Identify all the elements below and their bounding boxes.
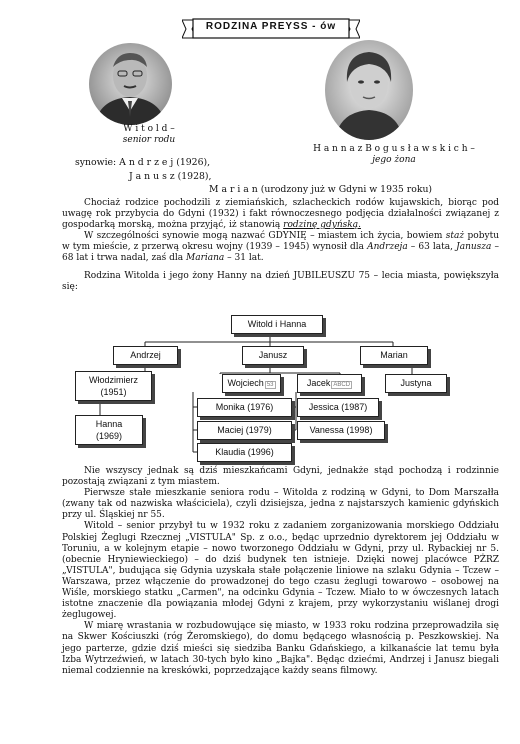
emphasis-gdynian-family: rodzinę gdyńską. <box>283 220 361 231</box>
mother-portrait <box>325 40 413 140</box>
father-portrait <box>89 43 172 125</box>
page-title: RODZINA PREYSS - ów <box>205 21 337 32</box>
paragraph-jubilee: Rodzina Witolda i jego żony Hanny na dzień JUBILEUSZU 75 – lecia miasta, powiększyła się: <box>62 270 499 292</box>
son-marian-note: (urodzony już w Gdyni w 1935 roku) <box>260 184 433 196</box>
sons-label: synowie: <box>75 157 117 168</box>
tree-node-maciej: Maciej (1979) <box>197 421 292 440</box>
tree-node-andrzej: Andrzej <box>113 346 178 365</box>
son-janusz: J a n u s z (1928), <box>129 170 212 182</box>
tree-node-jessica: Jessica (1987) <box>297 398 379 417</box>
father-caption <box>113 124 185 146</box>
father-role: senior rodu <box>122 135 176 145</box>
signature-stamp: 53 <box>266 382 274 388</box>
father-name: W i t o l d – <box>123 124 175 134</box>
son-marian: M a r i a n <box>209 184 258 196</box>
paragraph-vistula: Witold – senior przybył tu w 1932 roku z zadaniem zorganizowania morskiego Oddziału Polskiej Żeglugi Rzecznej „VISTULA" Sp. z o.o., będąc uprzednio dyrektorem jej Oddziału w Toruniu, a w kolejnym etapie – nowo tworzonego Oddziału w Gdyni, przy ul. Rybackiej nr 5. (obecnie Hryniewieckiego) – do dziś budynek ten istnieje. Dzięki nowej placówce PŻRZ „VISTULA", budująca się Gdynia uzyskała stałe połączenie liniowe na szlaku Gdynia – Tczew – Warszawa, przez włączenie do prowadzonej do tego czasu żeglugi towarowo – osobowej na Wiśle, morskiego statku „Carmen", na odcinku Gdynia – Tczew. Miało to w ówczesnych latach istotne znaczenie dla powiązania młodej Gdyni z krajem, przy wykorzystaniu wiślanej drogi żeglugowej. <box>62 521 499 621</box>
tree-node-root: Witold i Hanna <box>231 315 323 334</box>
tree-node-justyna: Justyna <box>385 374 447 393</box>
sons-list <box>75 156 432 197</box>
tree-node-vanessa: Vanessa (1998) <box>297 421 385 440</box>
paragraph-origins: Chociaż rodzice pochodzili z ziemiańskich, szlacheckich rodów kujawskich, biorąc pod uwagę rok przybycia do Gdyni (1932) i fakt równoczesnego podjęcia działalności związanej z gospodarką morską, można przyjąć, iż stanowią rodzinę gdyńską. <box>62 198 499 231</box>
tree-node-hanna: Hanna (1969) <box>75 415 143 445</box>
paragraph-residence: W szczególności synowie mogą nazwać GDYNIĘ – miastem ich życia, bowiem staż pobytu w tym mieście, z przerwą okresu wojny (1939 – 1945) wynosił dla Andrzeja – 63 lata, Janusza – 68 lat i trwa nadal, zaś dla Mariana – 31 lat. <box>62 231 499 264</box>
title-banner <box>182 18 360 40</box>
body-text <box>62 466 499 677</box>
mother-name: H a n n a z B o g u s ł a w s k i c h – <box>313 144 475 154</box>
mother-role: jego żona <box>372 155 416 165</box>
intro-text <box>62 198 499 293</box>
tree-node-wojciech: Wojciech 53 <box>222 374 281 393</box>
tree-node-jacek: Jacek ABCD <box>297 374 362 393</box>
tree-node-monika: Monika (1976) <box>197 398 292 417</box>
tree-node-wlodzimierz: Włodzimierz (1951) <box>75 371 152 401</box>
tree-node-marian: Marian <box>360 346 428 365</box>
signature-stamp: ABCD <box>333 382 351 388</box>
paragraph-kosciuszko-square: W miarę wrastania w rozbudowujące się miasto, w 1933 roku rodzina przeprowadziła się na Skwer Kościuszki (róg Żeromskiego), do domu będącego własnością p. Peszkowskiej. Na jego parterze, gdzie dziś mieści się siedziba Banku Gdańskiego, a kilkanaście lat temu była Izba Wytrzeźwień, w latach 30-tych było kino „Bajka". Będąc dziećmi, Andrzej i Janusz biegali niemal codziennie na kreskówki, poprzedzające każdy seans filmowy. <box>62 621 499 676</box>
paragraph-today: Nie wszyscy jednak są dziś mieszkańcami Gdyni, jednakże stąd pochodzą i rodzinnie pozostają związani z tym miastem. <box>62 466 499 488</box>
tree-node-janusz: Janusz <box>242 346 304 365</box>
son-andrzej: A n d r z e j (1926), <box>119 157 211 168</box>
paragraph-first-home: Pierwsze stałe mieszkanie seniora rodu – Witolda z rodziną w Gdyni, to Dom Marszałła (zwany tak od nazwiska właściciela), czyli dzisiejsza, jedna z najstarszych kamienic gdyńskich przy ul. Śląskiej nr 55. <box>62 488 499 521</box>
tree-node-klaudia: Klaudia (1996) <box>197 443 292 462</box>
